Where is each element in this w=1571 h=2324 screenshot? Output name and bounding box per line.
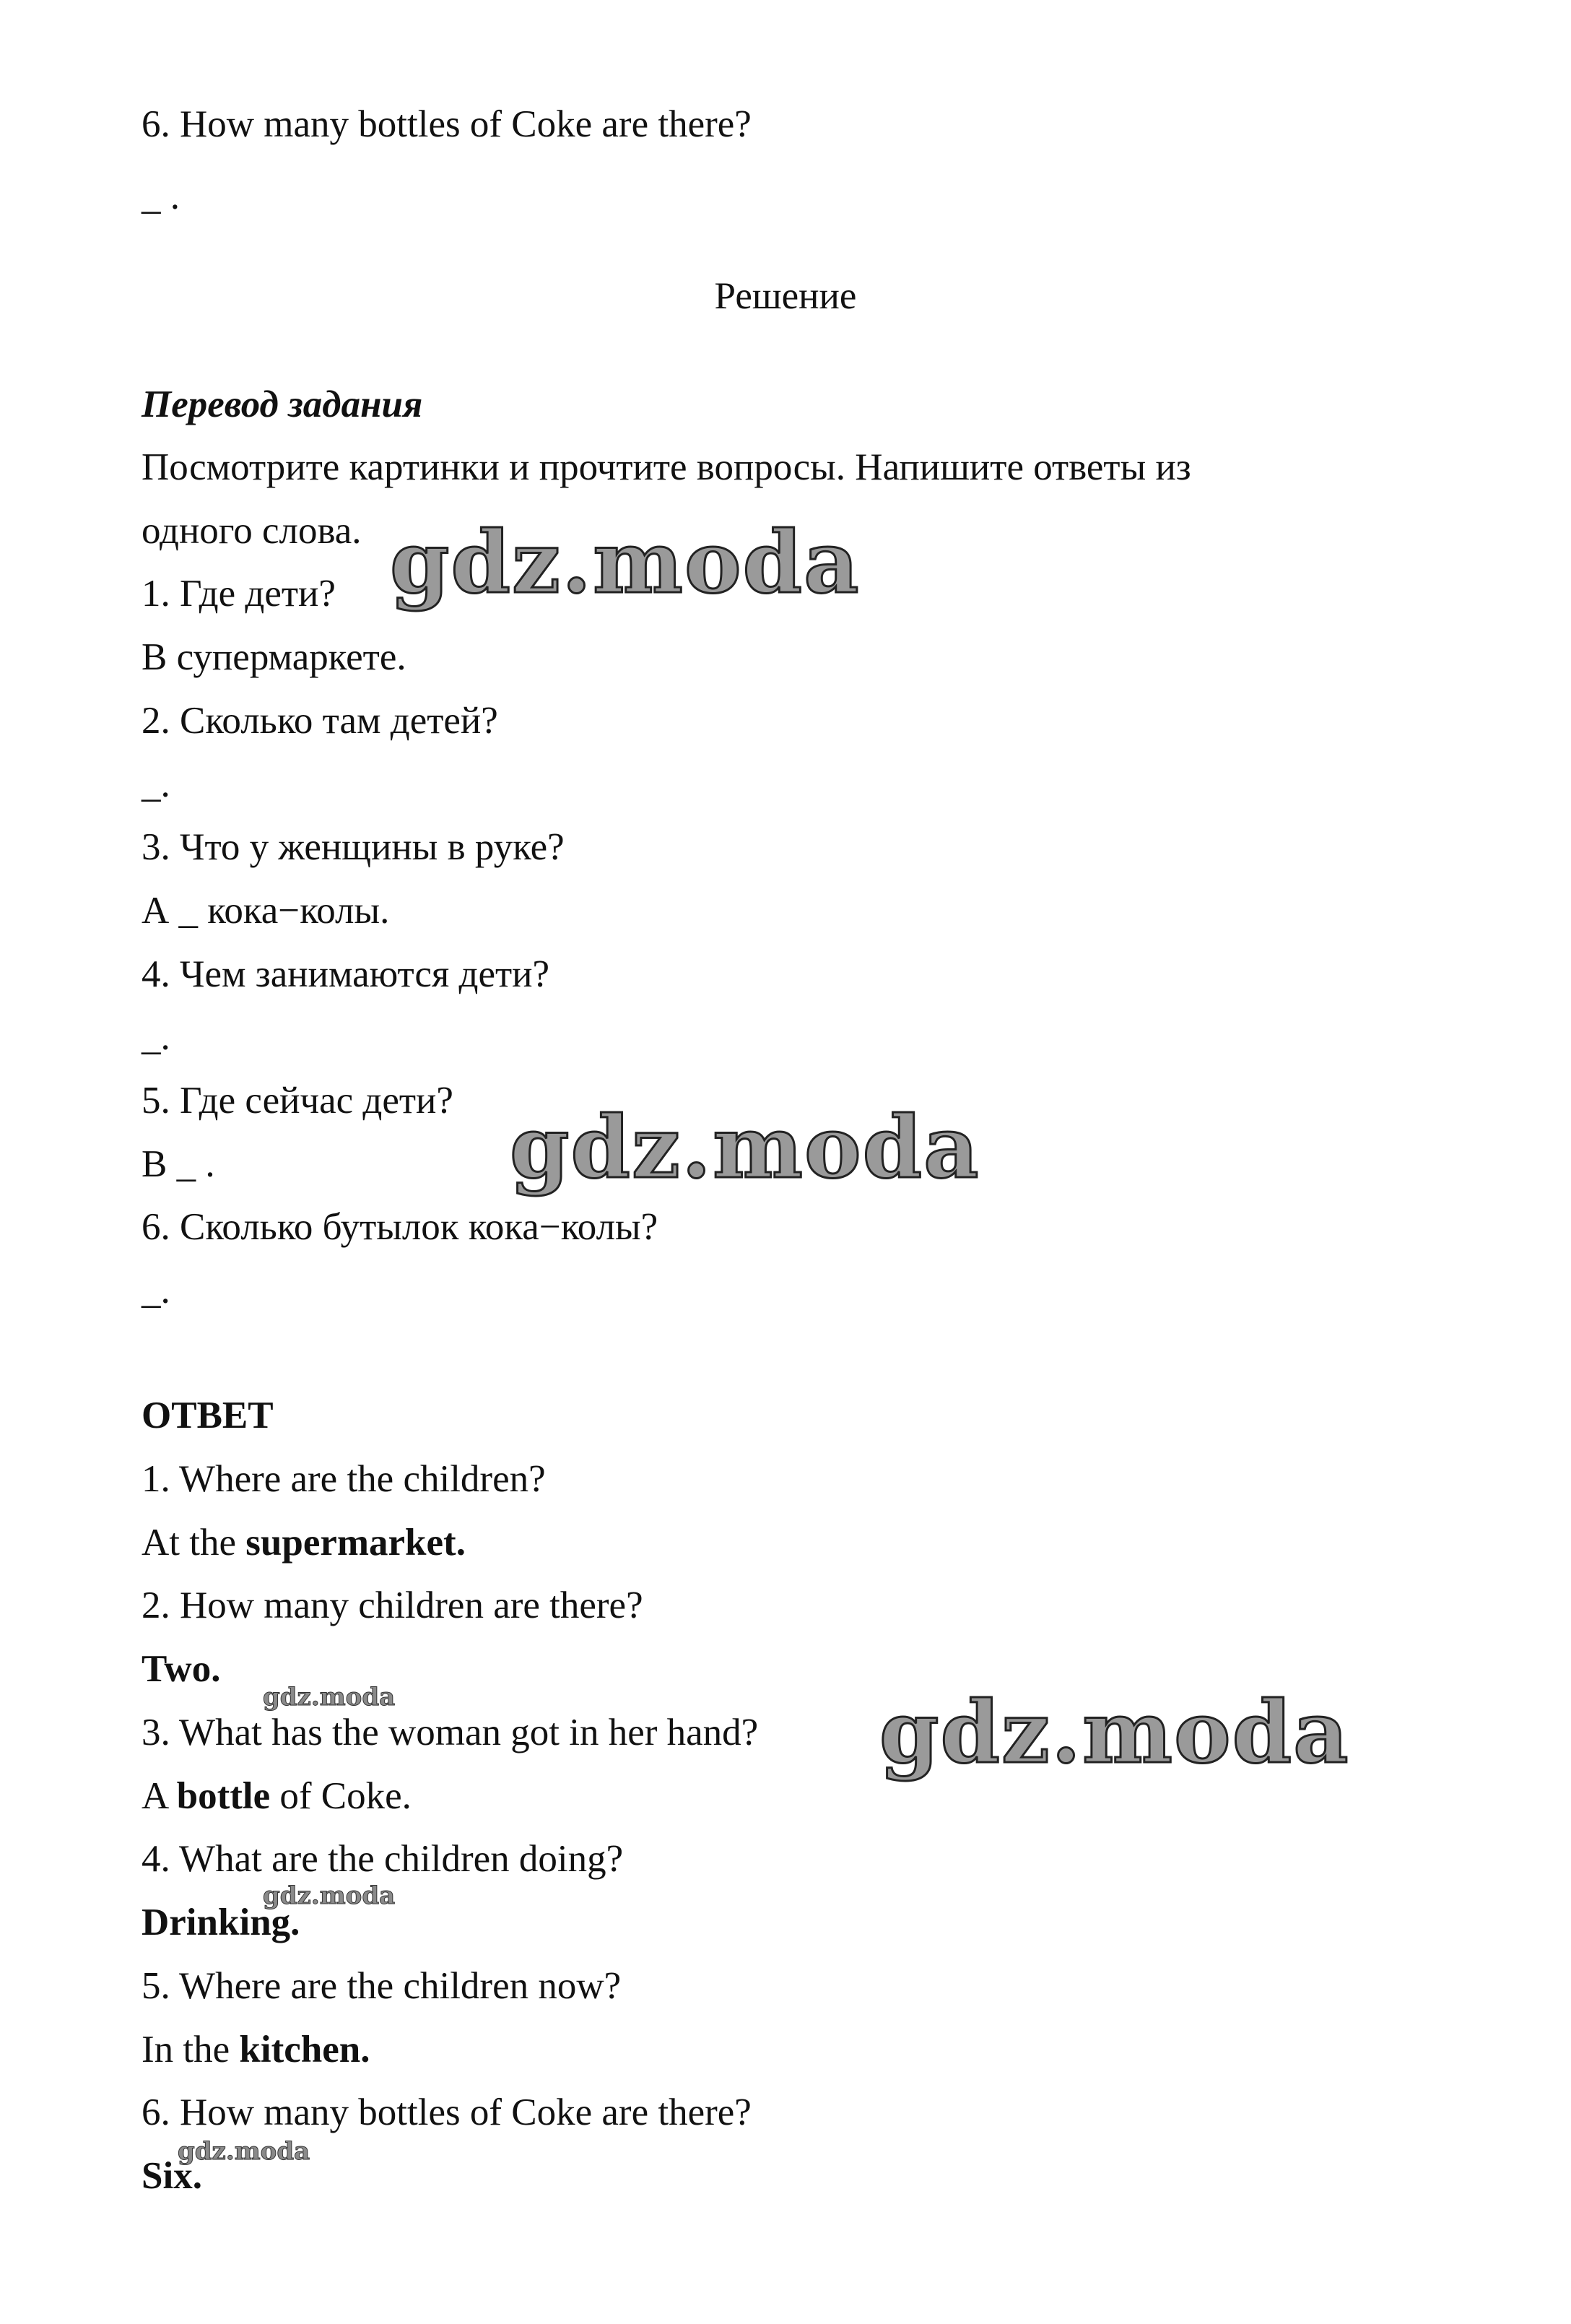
translation-a1: В супермаркете. <box>142 636 406 678</box>
translation-q5: 5. Где сейчас дети? <box>142 1080 453 1122</box>
watermark-logo: gdz.moda <box>510 1097 980 1197</box>
top-answer-blank: _ . <box>142 175 180 217</box>
solution-heading: Решение <box>714 275 857 317</box>
answer-a1-bold: supermarket. <box>245 1522 466 1564</box>
watermark-logo: gdz.moda <box>879 1682 1350 1782</box>
watermark-logo: gdz.moda <box>390 512 861 612</box>
answer-title: ОТВЕТ <box>142 1395 274 1436</box>
answer-a3-post: of Coke. <box>270 1775 412 1817</box>
answer-q5: 5. Where are the children now? <box>142 1965 622 2007</box>
answer-a5-pre: In the <box>142 2029 240 2071</box>
answer-q1: 1. Where are the children? <box>142 1458 546 1500</box>
translation-q2: 2. Сколько там детей? <box>142 700 498 742</box>
answer-a1-pre: At the <box>142 1522 246 1564</box>
answer-a2 <box>142 1646 220 1692</box>
answer-a6-bold: Six. <box>142 2155 202 2197</box>
translation-q6: 6. Сколько бутылок кока−колы? <box>142 1206 658 1248</box>
translation-a2: _. <box>142 763 170 805</box>
translation-q3: 3. Что у женщины в руке? <box>142 826 565 868</box>
translation-instruction-line2: одного слова. <box>142 510 362 552</box>
translation-a5: В _ . <box>142 1143 215 1185</box>
answer-a3-pre: A <box>142 1775 177 1817</box>
translation-a6: _. <box>142 1270 170 1311</box>
answer-q4: 4. What are the children doing? <box>142 1838 624 1880</box>
translation-instruction-line1: Посмотрите картинки и прочтите вопросы. Напишите ответы из <box>142 446 1191 488</box>
answer-a3-bold: bottle <box>176 1775 271 1817</box>
answer-a5-bold: kitchen. <box>239 2029 370 2071</box>
translation-a4: _. <box>142 1016 170 1058</box>
answer-q2: 2. How many children are there? <box>142 1584 643 1626</box>
watermark-logo-small: gdz.moda <box>263 1683 396 1712</box>
watermark-logo-small: gdz.moda <box>178 2137 310 2166</box>
translation-q1: 1. Где дети? <box>142 573 336 615</box>
answer-q3: 3. What has the woman got in her hand? <box>142 1712 759 1753</box>
translation-a3: А _ кока−колы. <box>142 890 390 932</box>
answer-a1 <box>142 1519 466 1566</box>
answer-a3 <box>142 1773 412 1819</box>
translation-q4: 4. Чем занимаются дети? <box>142 953 550 995</box>
translation-title: Перевод задания <box>142 383 423 425</box>
answer-a2-bold: Two. <box>142 1648 221 1690</box>
watermark-logo-small: gdz.moda <box>263 1881 396 1910</box>
top-question-6: 6. How many bottles of Coke are there? <box>142 103 752 145</box>
answer-q6: 6. How many bottles of Coke are there? <box>142 2091 752 2133</box>
answer-a5 <box>142 2026 370 2073</box>
answer-a4-bold: Drinking. <box>142 1902 300 1943</box>
